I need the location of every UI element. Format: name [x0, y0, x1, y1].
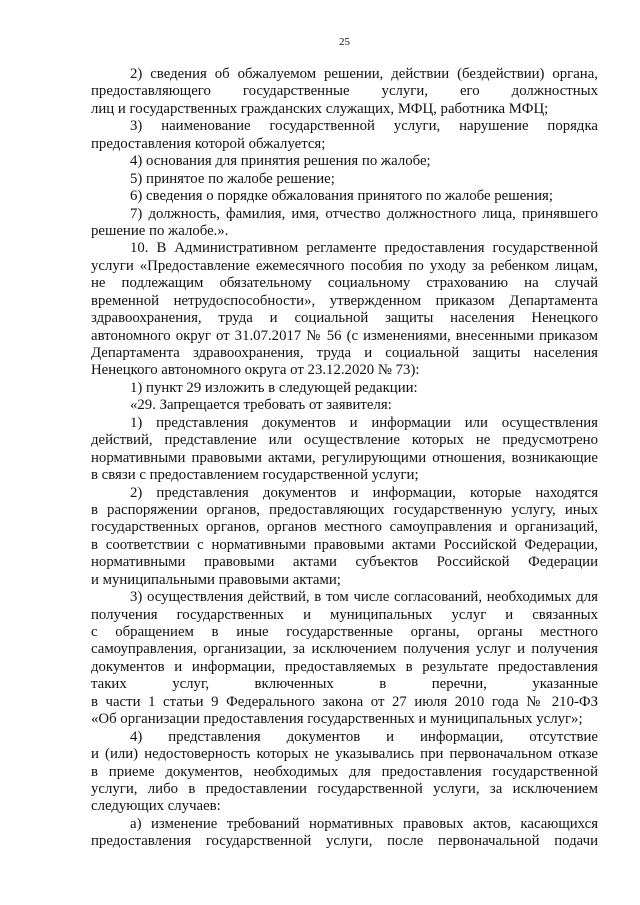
- text-line: нормативными правовыми актами, регулирующими отношения, возникающие: [91, 449, 598, 466]
- page-number: 25: [339, 36, 350, 48]
- paragraph: [91, 415, 598, 485]
- text-line: с обращением в иные государственные органы, органы местного: [91, 624, 598, 640]
- text-line: предоставляющего государственные услуги, его должностных: [91, 83, 598, 100]
- paragraph: [91, 66, 598, 118]
- paragraph: [91, 397, 598, 414]
- paragraph: [91, 729, 598, 816]
- text-line: 1) пункт 29 изложить в следующей редакции:: [130, 379, 418, 396]
- text-line: 6) сведения о порядке обжалования принятого по жалобе решения;: [130, 188, 553, 205]
- text-line: не подлежащим обязательному социальному страхованию на случай: [91, 275, 598, 292]
- text-line: временной нетрудоспособности», утвержденном приказом Департамента: [91, 292, 598, 309]
- text-line: услуги, либо в предоставлении государственной услуги, за исключением: [91, 780, 598, 797]
- paragraph: [91, 118, 598, 153]
- paragraph: [91, 589, 598, 729]
- document-body: [91, 66, 598, 851]
- text-line: предоставления государственной услуги, после первоначальной подачи: [91, 833, 598, 850]
- paragraph: [91, 153, 598, 170]
- text-line: 4) представления документов и информации, отсутствие: [130, 728, 598, 745]
- paragraph: [91, 188, 598, 205]
- text-line: в соответствии с нормативными правовыми актами Российской Федерации,: [91, 536, 598, 553]
- paragraph: [91, 171, 598, 188]
- text-line: «Об организации предоставления государственных и муниципальных услуг»;: [91, 711, 583, 728]
- paragraph: [91, 380, 598, 397]
- text-line: Департамента здравоохранения, труда и социальной защиты населения: [91, 345, 598, 361]
- text-line: следующих случаев:: [91, 798, 221, 815]
- text-line: Ненецкого автономного округа от 23.12.2020 № 73):: [91, 362, 420, 379]
- text-line: 7) должность, фамилия, имя, отчество должностного лица, принявшего: [130, 205, 598, 222]
- text-line: в части 1 статьи 9 Федерального закона от 27 июля 2010 года № 210-ФЗ: [91, 693, 598, 710]
- text-line: услуги «Предоставление ежемесячного пособия по уходу за ребенком лицам,: [91, 257, 598, 274]
- text-line: и муниципальными правовыми актами;: [91, 571, 341, 588]
- text-line: в приеме документов, необходимых для предоставления государственной: [91, 763, 598, 780]
- text-line: получения государственных и муниципальных услуг и связанных: [91, 606, 598, 623]
- text-line: документов и информации, предоставляемых в результате предоставления: [91, 658, 598, 675]
- text-line: в связи с предоставлением государственной услуги;: [91, 467, 419, 484]
- text-line: предоставления которой обжалуется;: [91, 135, 326, 152]
- text-line: 10. В Административном регламенте предоставления государственной: [130, 240, 598, 257]
- text-line: государственных органов, органов местного самоуправления и организаций,: [91, 519, 598, 536]
- text-line: действий, представление или осуществление которых не предусмотрено: [91, 432, 598, 449]
- text-line: 1) представления документов и информации или осуществления: [130, 414, 598, 431]
- text-line: лиц и государственных гражданских служащих, МФЦ, работника МФЦ;: [91, 100, 549, 117]
- text-line: самоуправления, организации, за исключением получения услуг и получения: [91, 641, 598, 658]
- text-line: 5) принятое по жалобе решение;: [130, 170, 335, 187]
- text-line: 2) представления документов и информации, которые находятся: [130, 484, 598, 501]
- text-line: 4) основания для принятия решения по жалобе;: [130, 153, 431, 170]
- paragraph: [91, 206, 598, 241]
- paragraph: [91, 485, 598, 590]
- text-line: и (или) недостоверность которых не указывались при первоначальном отказе: [91, 746, 598, 763]
- text-line: в распоряжении органов, предоставляющих государственную услугу, иных: [91, 501, 598, 518]
- paragraph: [91, 816, 598, 851]
- text-line: 2) сведения об обжалуемом решении, действии (бездействии) органа,: [130, 66, 598, 82]
- text-line: автономного округ от 31.07.2017 № 56 (с изменениями, внесенными приказом: [91, 327, 598, 344]
- text-line: здравоохранения, труда и социальной защиты населения Ненецкого: [91, 310, 598, 327]
- text-line: а) изменение требований нормативных правовых актов, касающихся: [130, 815, 598, 832]
- text-line: решение по жалобе.».: [91, 222, 229, 239]
- text-line: нормативными правовыми актами субъектов Российской Федерации: [91, 554, 598, 571]
- text-line: «29. Запрещается требовать от заявителя:: [130, 397, 392, 414]
- paragraph: [91, 240, 598, 380]
- text-line: 3) осуществления действий, в том числе согласований, необходимых для: [130, 589, 598, 606]
- text-line: 3) наименование государственной услуги, нарушение порядка: [130, 118, 598, 135]
- text-line: таких услуг, включенных в перечни, указанные: [91, 676, 598, 693]
